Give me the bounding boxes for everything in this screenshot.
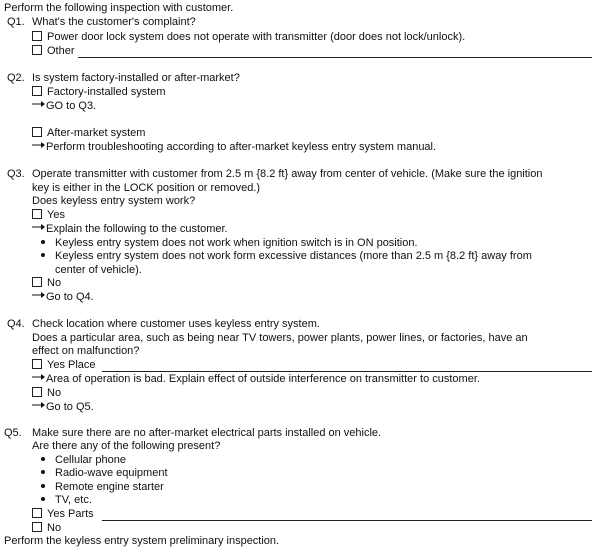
q5-option-yes[interactable] [32,508,94,522]
q3-no-label: No [47,277,62,289]
bullet-icon [41,484,45,488]
q4-area [32,373,480,387]
q5-item-2 [41,467,168,481]
q3-yes-checkbox[interactable] [32,209,42,219]
q4-yes-label: Yes Place [47,359,96,371]
q5-parts-field[interactable] [102,520,592,521]
q5-item4-text: TV, etc. [55,494,92,506]
q3-explain [32,223,228,237]
q1-option-power-door[interactable] [32,31,465,45]
q1-opt2-checkbox[interactable] [32,45,42,55]
q4-area-text: Area of operation is bad. Explain effect of outside interference on transmitter to customer. [46,373,480,385]
q1-option-other[interactable] [32,45,75,59]
q2-option-factory[interactable] [32,86,166,100]
outro-text: Perform the keyless entry system preliminary inspection. [4,535,280,547]
q5-no-checkbox[interactable] [32,522,42,532]
q2-number: Q2. [7,72,25,84]
q5-item-3 [41,481,164,495]
q1-other-field[interactable] [78,57,592,58]
q5-item1-text: Cellular phone [55,454,126,466]
q5-number: Q5. [4,427,22,439]
q1-opt2-label: Other [47,45,75,57]
q3-go [32,291,94,305]
q3-explain-text: Explain the following to the customer. [46,223,228,235]
q3-option-no[interactable] [32,277,61,291]
arrow-right-icon [32,402,45,408]
q5-line1: Make sure there are no after-market electrical parts installed on vehicle. [32,427,382,439]
q3-bullet1-text: Keyless entry system does not work when ignition switch is in ON position. [55,237,418,249]
q4-place-field[interactable] [102,371,592,372]
q4-option-no[interactable] [32,387,61,401]
q4-go-text: Go to Q5. [46,401,94,413]
q2-question: Is system factory-installed or after-market? [32,72,240,84]
bullet-icon [41,240,45,244]
q2-opt2-checkbox[interactable] [32,127,42,137]
q3-go-text: Go to Q4. [46,291,94,303]
q2-go1 [32,100,96,114]
q3-line1: Operate transmitter with customer from 2.5 m {8.2 ft} away from center of vehicle. (Make sure the ignition [32,168,543,180]
arrow-right-icon [32,224,45,230]
q3-bullet2-text: Keyless entry system does not work form excessive distances (more than 2.5 m {8.2 ft} away from [55,250,532,262]
q4-line2: Does a particular area, such as being near TV towers, power plants, power lines, or factories, have an [32,332,528,344]
q3-number: Q3. [7,168,25,180]
q5-item-4 [41,494,92,508]
q3-bullet-2 [41,250,532,264]
q2-go2 [32,141,436,155]
q5-no-label: No [47,522,62,534]
q4-no-checkbox[interactable] [32,387,42,397]
q4-option-yes[interactable] [32,359,96,373]
q1-number: Q1. [7,16,25,28]
q4-line3: effect on malfunction? [32,345,140,357]
q2-opt2-label: After-market system [47,127,146,139]
bullet-icon [41,253,45,257]
q3-bullet-1 [41,237,418,251]
arrow-right-icon [32,101,45,107]
q5-item-1 [41,454,126,468]
q4-line1: Check location where customer uses keyless entry system. [32,318,320,330]
arrow-right-icon [32,142,45,148]
q4-go [32,401,94,415]
q5-line2: Are there any of the following present? [32,440,221,452]
q1-question: What's the customer's complaint? [32,16,196,28]
q5-item3-text: Remote engine starter [55,481,164,493]
q3-line2: key is either in the LOCK position or removed.) [32,182,261,194]
q5-yes-label: Yes Parts [47,508,94,520]
q2-go2-text: Perform troubleshooting according to after-market keyless entry system manual. [46,141,437,153]
arrow-right-icon [32,292,45,298]
q1-opt1-label: Power door lock system does not operate with transmitter (door does not lock/unlock). [47,31,466,43]
q1-opt1-checkbox[interactable] [32,31,42,41]
q5-option-no[interactable] [32,522,61,536]
q2-go1-text: GO to Q3. [46,100,97,112]
intro-text: Perform the following inspection with customer. [4,2,234,14]
q3-bullet2-cont: center of vehicle). [55,264,142,276]
q3-yes-label: Yes [47,209,65,221]
q3-line3: Does keyless entry system work? [32,195,196,207]
q2-option-aftermarket[interactable] [32,127,145,141]
arrow-right-icon [32,374,45,380]
q4-yes-checkbox[interactable] [32,359,42,369]
q2-opt1-label: Factory-installed system [47,86,166,98]
q3-option-yes[interactable] [32,209,65,223]
bullet-icon [41,470,45,474]
q5-yes-checkbox[interactable] [32,508,42,518]
bullet-icon [41,457,45,461]
q4-no-label: No [47,387,62,399]
q3-no-checkbox[interactable] [32,277,42,287]
q4-number: Q4. [7,318,25,330]
bullet-icon [41,497,45,501]
q2-opt1-checkbox[interactable] [32,86,42,96]
q5-item2-text: Radio-wave equipment [55,467,168,479]
